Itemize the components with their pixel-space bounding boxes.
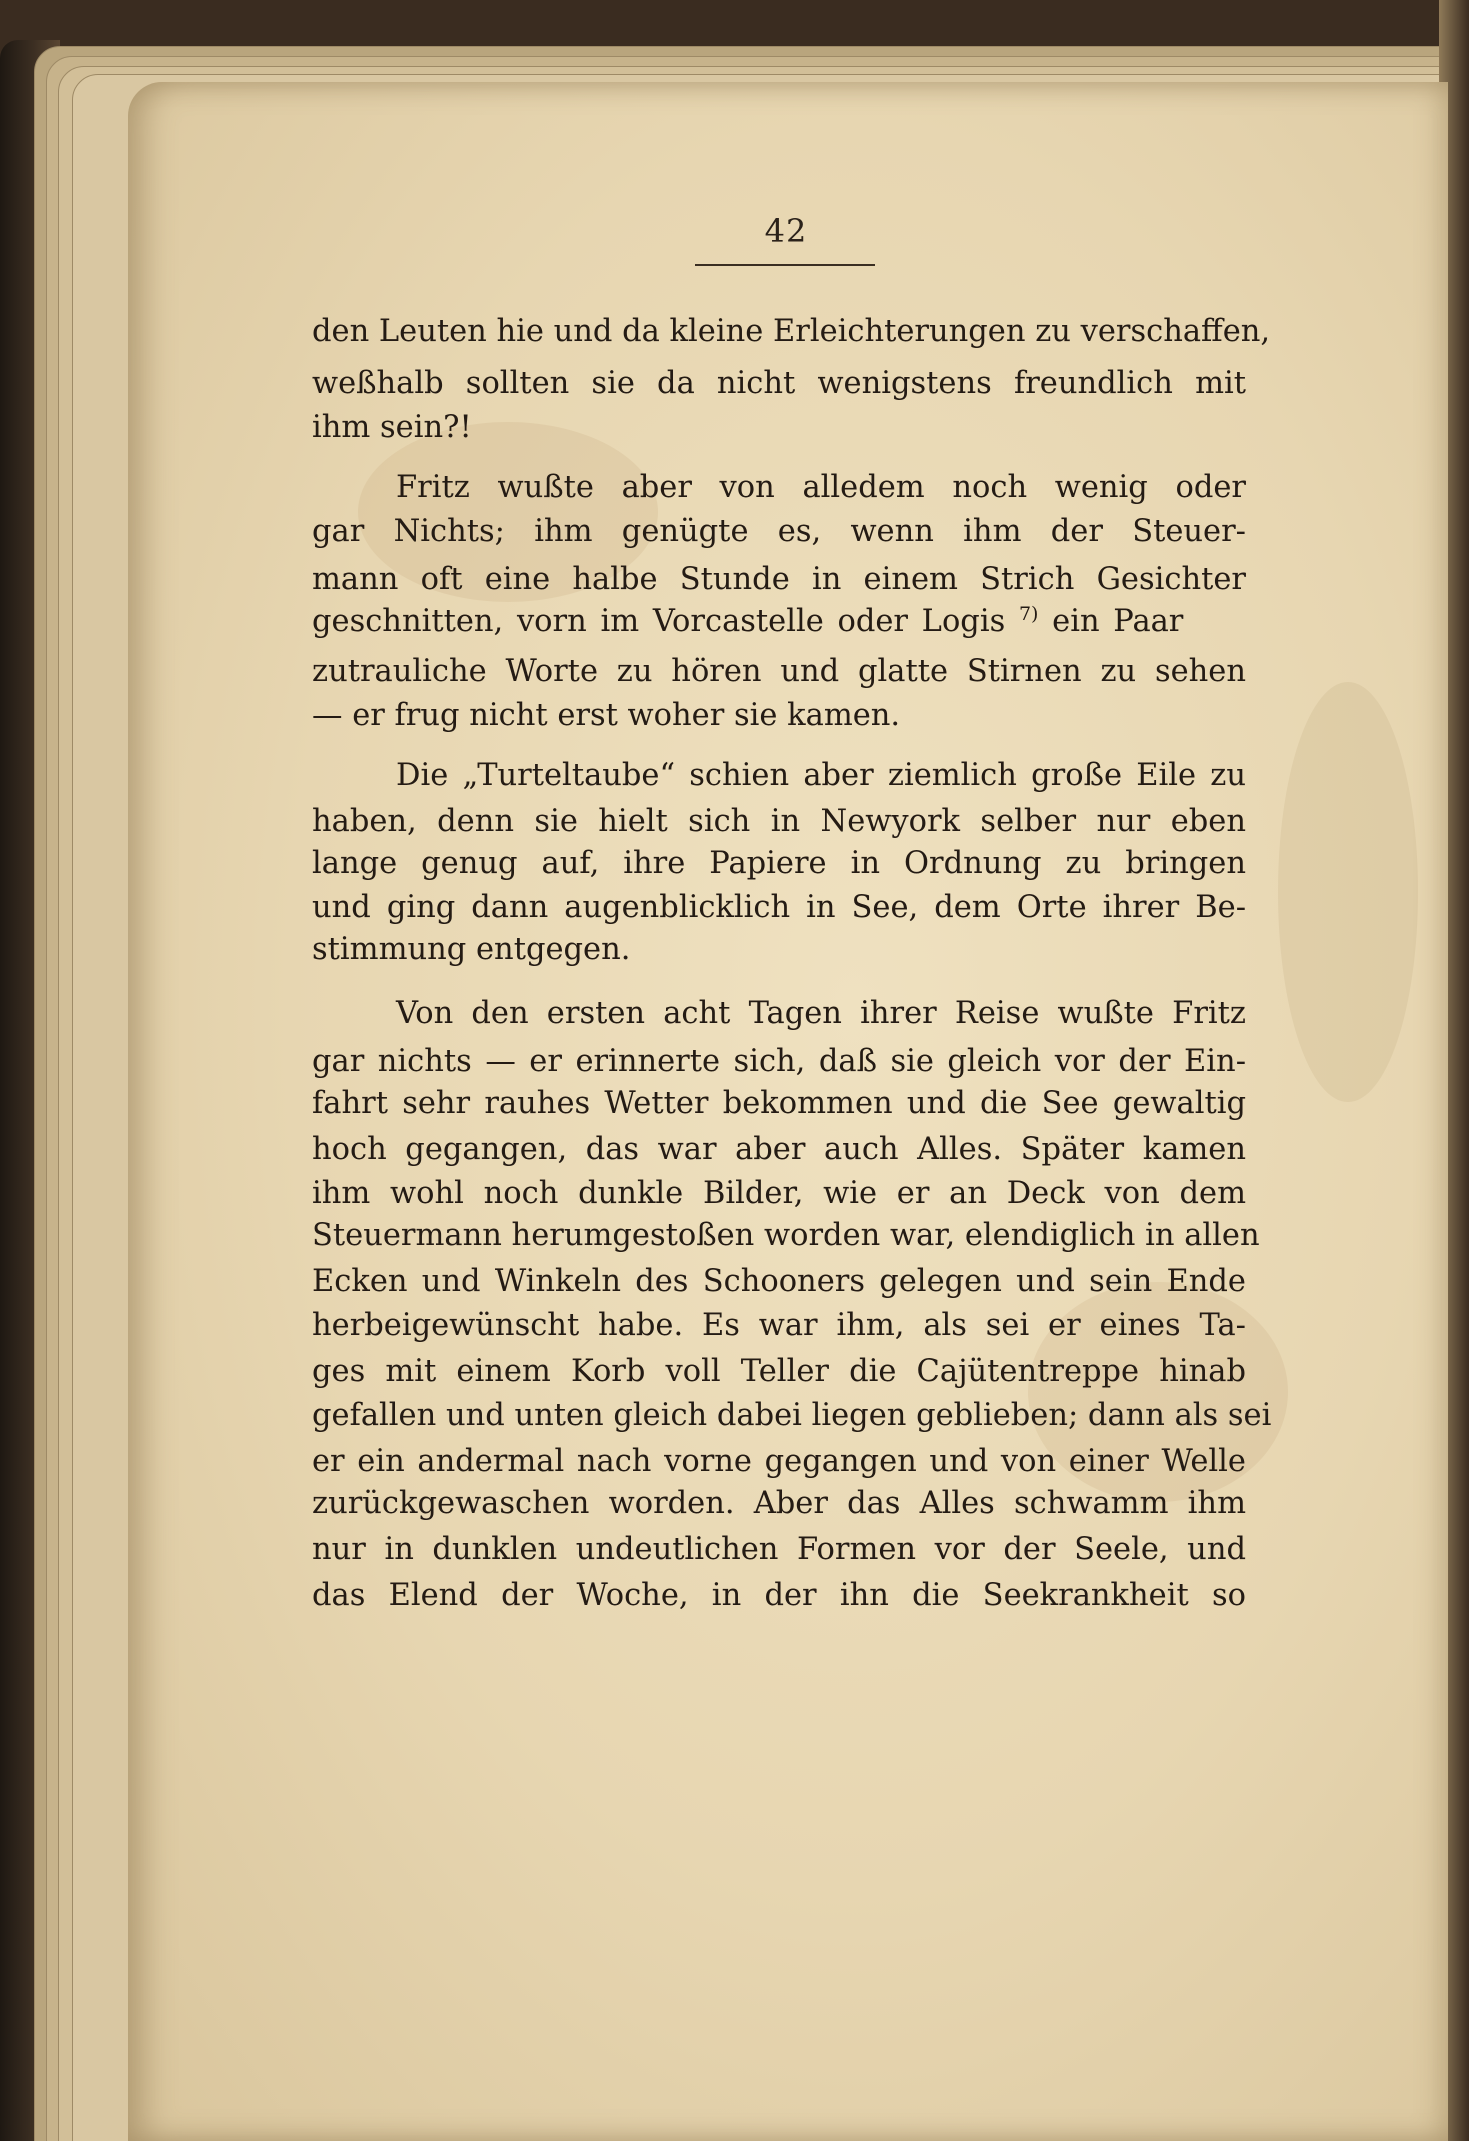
text-line-content: Ecken und Winkeln des Schooners gelegen und sein Ende xyxy=(312,1264,1246,1299)
text-line-content: ihm wohl noch dunkle Bilder, wie er an Deck von dem xyxy=(312,1176,1246,1211)
text-line-content: geschnitten, vorn im Vorcastelle oder Logis xyxy=(312,604,1006,639)
text-line xyxy=(312,1214,1260,1258)
text-line xyxy=(312,558,1246,602)
text-line-content: Die „Turteltaube“ schien aber ziemlich große Eile zu xyxy=(396,758,1246,793)
text-line xyxy=(396,992,1246,1036)
text-line xyxy=(312,1482,1246,1526)
header-rule xyxy=(695,264,875,266)
text-line xyxy=(312,650,1246,694)
text-line xyxy=(312,800,1246,844)
text-line-content: gar nichts — er erinnerte sich, daß sie gleich vor der Ein- xyxy=(312,1044,1246,1079)
text-line xyxy=(312,1528,1246,1572)
text-line-content: hoch gegangen, das war aber auch Alles. Später kamen xyxy=(312,1132,1246,1167)
text-line-content: mann oft eine halbe Stunde in einem Strich Gesichter xyxy=(312,562,1246,597)
text-line xyxy=(312,1304,1246,1348)
page-number: 42 xyxy=(764,212,808,250)
text-line xyxy=(312,1440,1246,1484)
text-line-content: und ging dann augenblicklich in See, dem Orte ihrer Be- xyxy=(312,890,1246,925)
text-line-content: stimmung entgegen. xyxy=(312,932,631,967)
text-line xyxy=(312,886,1246,930)
text-line-content: — er frug nicht erst woher sie kamen. xyxy=(312,698,901,733)
text-line xyxy=(312,362,1246,406)
text-line-continuation: ein Paar xyxy=(1038,604,1184,639)
text-line xyxy=(312,310,1271,354)
text-line xyxy=(396,466,1246,510)
text-line xyxy=(312,842,1246,886)
text-line-content: Von den ersten acht Tagen ihrer Reise wußte Fritz xyxy=(396,996,1246,1031)
text-line-content: weßhalb sollten sie da nicht wenigstens freundlich mit xyxy=(312,366,1246,401)
text-line xyxy=(312,1350,1246,1394)
text-line-content: Fritz wußte aber von alledem noch wenig oder xyxy=(396,470,1246,505)
text-line xyxy=(312,1082,1246,1126)
text-line-content: ihm sein?! xyxy=(312,410,472,445)
text-line-content: zutrauliche Worte zu hören und glatte Stirnen zu sehen xyxy=(312,654,1246,689)
text-line-content: nur in dunklen undeutlichen Formen vor der Seele, und xyxy=(312,1532,1246,1567)
text-line xyxy=(312,1574,1246,1618)
text-line xyxy=(312,1260,1246,1304)
text-line-content: gar Nichts; ihm genügte es, wenn ihm der Steuer- xyxy=(312,514,1246,549)
text-line xyxy=(312,928,630,972)
text-line-content: herbeigewünscht habe. Es war ihm, als sei er eines Ta- xyxy=(312,1308,1246,1343)
text-line xyxy=(312,694,900,738)
text-line-content: das Elend der Woche, in der ihn die Seekrankheit so xyxy=(312,1578,1246,1613)
paper-stain xyxy=(1278,682,1418,1102)
text-line xyxy=(312,1128,1246,1172)
footnote-reference: 7) xyxy=(1018,602,1039,625)
text-line xyxy=(312,1040,1246,1084)
text-line xyxy=(312,600,1246,644)
text-line-content: ges mit einem Korb voll Teller die Cajütentreppe hinab xyxy=(312,1354,1246,1389)
text-line-content: zurückgewaschen worden. Aber das Alles schwamm ihm xyxy=(312,1486,1246,1521)
text-line-content: fahrt sehr rauhes Wetter bekommen und die See gewaltig xyxy=(312,1086,1246,1121)
text-line-content: gefallen und unten gleich dabei liegen geblieben; dann als sei xyxy=(312,1398,1272,1433)
text-line-content: Steuermann herumgestoßen worden war, elendiglich in allen xyxy=(312,1218,1260,1253)
text-line-content: lange genug auf, ihre Papiere in Ordnung zu bringen xyxy=(312,846,1246,881)
text-line xyxy=(312,510,1246,554)
text-line-content: haben, denn sie hielt sich in Newyork selber nur eben xyxy=(312,804,1246,839)
text-line-content: den Leuten hie und da kleine Erleichterungen zu verschaffen, xyxy=(312,314,1271,349)
text-line xyxy=(312,1394,1272,1438)
text-line xyxy=(312,406,472,450)
text-line-content: er ein andermal nach vorne gegangen und von einer Welle xyxy=(312,1444,1246,1479)
text-line xyxy=(312,1172,1246,1216)
text-line xyxy=(396,754,1246,798)
